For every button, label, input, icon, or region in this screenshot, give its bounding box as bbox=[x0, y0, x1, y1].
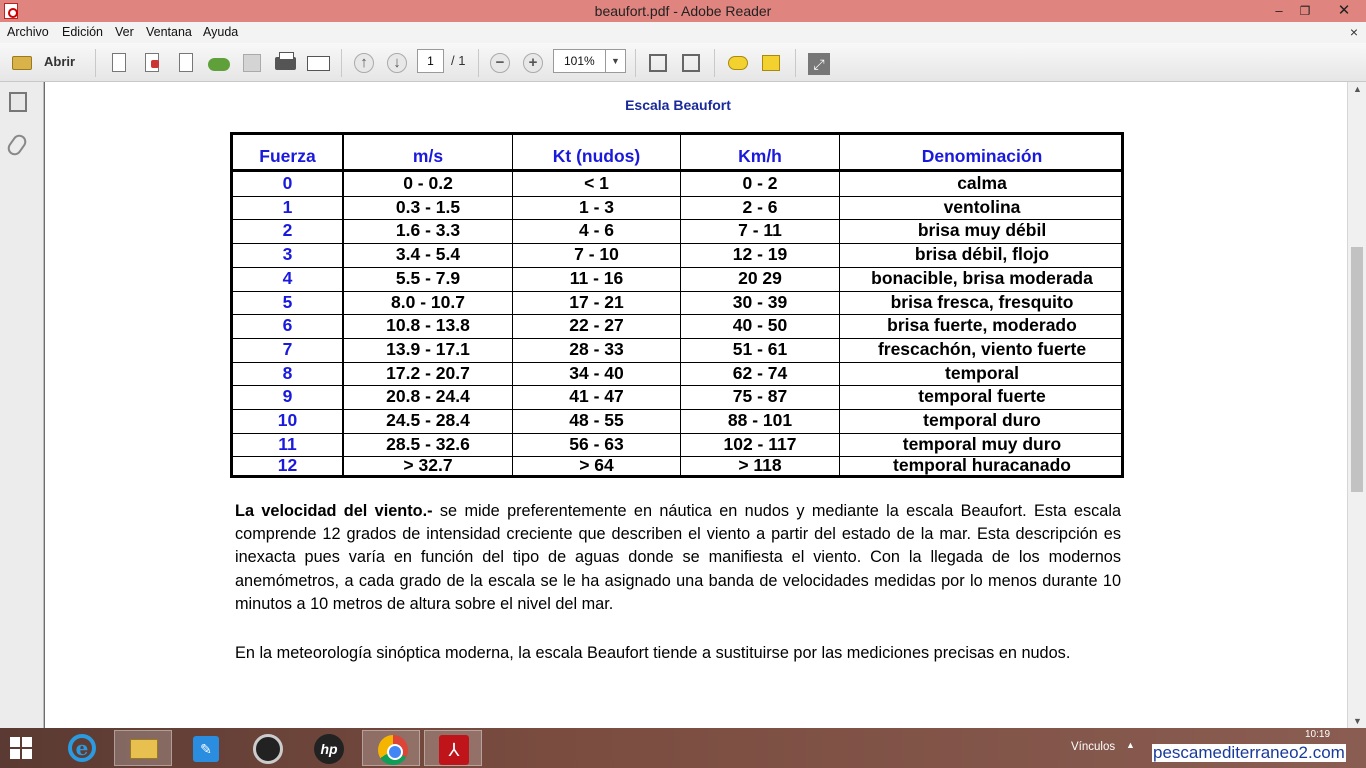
table-cell: 11 - 16 bbox=[569, 268, 624, 288]
table-cell: brisa muy débil bbox=[917, 220, 1047, 240]
table-cell: > 32.7 bbox=[403, 455, 453, 475]
table-cell: 28.5 - 32.6 bbox=[386, 434, 470, 454]
export-pdf-button[interactable] bbox=[139, 50, 165, 76]
title-bar bbox=[0, 0, 1366, 22]
force-cell: 6 bbox=[282, 315, 293, 335]
create-pdf-button[interactable] bbox=[106, 50, 132, 76]
table-cell: 1.6 - 3.3 bbox=[395, 220, 461, 240]
chevron-down-icon[interactable]: ▼ bbox=[605, 50, 625, 72]
page-total: / 1 bbox=[451, 53, 466, 68]
document-title: Escala Beaufort bbox=[625, 97, 731, 113]
paragraph-lead: La velocidad del viento.- bbox=[235, 502, 433, 520]
table-cell: 12 - 19 bbox=[732, 244, 788, 264]
table-cell: 4 - 6 bbox=[578, 220, 615, 240]
scroll-up-icon[interactable]: ▲ bbox=[1353, 84, 1362, 94]
table-cell: 30 - 39 bbox=[732, 292, 788, 312]
table-cell: 34 - 40 bbox=[569, 363, 624, 383]
edit-pdf-button[interactable] bbox=[173, 50, 199, 76]
table-cell: temporal muy duro bbox=[902, 434, 1062, 454]
table-cell: 20 29 bbox=[738, 268, 782, 288]
table-cell: 88 - 101 bbox=[727, 410, 793, 430]
table-cell: 62 - 74 bbox=[732, 363, 788, 383]
force-cell: 2 bbox=[282, 220, 293, 240]
restore-button[interactable]: ❐ bbox=[1299, 4, 1311, 18]
zoom-out-button[interactable] bbox=[487, 50, 513, 76]
comment-button[interactable] bbox=[725, 50, 751, 76]
chrome-icon bbox=[378, 735, 408, 765]
arrow-up-icon: ↑ bbox=[354, 53, 374, 73]
table-header-rule bbox=[233, 169, 1121, 172]
pdf-icon bbox=[145, 53, 159, 72]
expand-icon: ⤢ bbox=[808, 53, 830, 75]
table-cell: 20.8 - 24.4 bbox=[386, 386, 470, 406]
hp-icon: hp bbox=[314, 734, 344, 764]
comment-bubble-icon bbox=[728, 56, 748, 70]
toolbar-separator bbox=[95, 49, 96, 77]
camera-icon bbox=[253, 734, 283, 764]
table-cell: 41 - 47 bbox=[569, 386, 624, 406]
syringe-icon: ✎ bbox=[193, 736, 219, 762]
menu-ver[interactable]: Ver bbox=[115, 25, 134, 39]
table-cell: 13.9 - 17.1 bbox=[386, 339, 470, 359]
scroll-thumb[interactable] bbox=[1351, 247, 1363, 492]
document-page bbox=[45, 82, 1347, 728]
zoom-value: 101% bbox=[564, 54, 595, 68]
menu-edicion[interactable]: Edición bbox=[62, 25, 103, 39]
menu-bar bbox=[0, 22, 1366, 43]
sign-button[interactable] bbox=[758, 50, 784, 76]
force-cell: 12 bbox=[277, 455, 298, 475]
force-cell: 9 bbox=[282, 386, 293, 406]
toolbar-separator bbox=[795, 49, 796, 77]
cloud-upload-icon bbox=[208, 58, 230, 71]
table-cell: 56 - 63 bbox=[569, 434, 624, 454]
taskbar-app[interactable] bbox=[176, 730, 234, 766]
scroll-mode-button[interactable] bbox=[645, 50, 671, 76]
force-cell: 7 bbox=[282, 339, 293, 359]
scroll-down-icon[interactable]: ▼ bbox=[1353, 716, 1362, 726]
navigation-pane bbox=[0, 82, 44, 728]
table-cell: 7 - 11 bbox=[738, 220, 782, 240]
table-header-cell: m/s bbox=[412, 146, 444, 166]
paragraph-wind-speed bbox=[235, 500, 1121, 616]
menu-archivo[interactable]: Archivo bbox=[7, 25, 49, 39]
table-cell: 5.5 - 7.9 bbox=[395, 268, 461, 288]
table-cell: 1 - 3 bbox=[578, 197, 615, 217]
table-cell: 48 - 55 bbox=[569, 410, 624, 430]
page-scroll-icon bbox=[649, 54, 667, 72]
minimize-button[interactable]: ‒ bbox=[1275, 3, 1283, 18]
windows-start-icon[interactable] bbox=[10, 737, 32, 759]
table-header-cell: Denominación bbox=[921, 146, 1043, 166]
menu-ventana[interactable]: Ventana bbox=[146, 25, 192, 39]
mail-icon bbox=[307, 56, 330, 71]
table-cell: temporal duro bbox=[923, 410, 1041, 430]
page-number-input[interactable]: 1 bbox=[417, 49, 444, 73]
force-cell: 5 bbox=[282, 292, 293, 312]
plus-icon: + bbox=[523, 53, 543, 73]
zoom-select[interactable] bbox=[553, 49, 626, 73]
taskbar-camera[interactable] bbox=[238, 730, 296, 766]
table-cell: brisa fresca, fresquito bbox=[890, 292, 1074, 312]
taskbar-adobe-reader[interactable] bbox=[424, 730, 482, 766]
table-cell: 22 - 27 bbox=[569, 315, 624, 335]
force-cell: 1 bbox=[282, 197, 293, 217]
internet-explorer-icon[interactable]: e bbox=[68, 734, 96, 762]
save-icon bbox=[243, 54, 261, 72]
open-button-label[interactable]: Abrir bbox=[44, 54, 76, 69]
toolbar-separator bbox=[635, 49, 636, 77]
paragraph-body: se mide preferentemente en náutica en nudos y mediante la escala Beaufort. Esta escala comprende 12 grados de intensidad creciente que describen el viento a partir del estado de la mar. Esta descripción es inexacta pues varía en función del tipo de aguas donde se manifiesta el viento. Con la llegada de los modernos anemómetros, a cada grado de la escala se le ha asignado una banda de velocidades medidas por lo menos durante 10 minutos a 10 metros de altura sobre el nivel del mar. bbox=[235, 502, 1121, 613]
taskbar-chrome[interactable] bbox=[362, 730, 420, 766]
table-cell: 8.0 - 10.7 bbox=[391, 292, 465, 312]
printer-icon bbox=[275, 57, 296, 70]
table-header-cell: Fuerza bbox=[259, 146, 316, 166]
tray-links-label[interactable]: Vínculos bbox=[1071, 741, 1116, 753]
edit-icon bbox=[179, 53, 193, 72]
fit-page-icon bbox=[682, 54, 700, 72]
window-title: beaufort.pdf - Adobe Reader bbox=[594, 3, 772, 19]
toolbar-separator bbox=[714, 49, 715, 77]
table-cell: bonacible, brisa moderada bbox=[871, 268, 1093, 288]
table-cell: 75 - 87 bbox=[732, 386, 788, 406]
open-button[interactable] bbox=[9, 50, 35, 76]
table-cell: < 1 bbox=[584, 173, 609, 193]
arrow-down-icon: ↓ bbox=[387, 53, 407, 73]
clock[interactable]: 10:19 bbox=[1305, 729, 1331, 740]
table-cell: 102 - 117 bbox=[723, 434, 797, 454]
force-cell: 8 bbox=[282, 363, 293, 383]
table-header-cell: Kt (nudos) bbox=[552, 146, 641, 166]
save-button[interactable] bbox=[239, 50, 265, 76]
table-cell: 17 - 21 bbox=[569, 292, 624, 312]
pen-icon bbox=[762, 55, 780, 71]
tray-expand-icon[interactable]: ▲ bbox=[1126, 740, 1135, 750]
acrobat-icon: ⅄ bbox=[439, 735, 469, 765]
taskbar-hp[interactable] bbox=[300, 730, 358, 766]
table-cell: 28 - 33 bbox=[569, 339, 624, 359]
table-cell: 2 - 6 bbox=[742, 197, 778, 217]
table-cell: temporal bbox=[945, 363, 1019, 383]
close-document-button[interactable]: × bbox=[1349, 24, 1358, 40]
paragraph-meteorology: En la meteorología sinóptica moderna, la escala Beaufort tiende a sustituirse por las mediciones precisas en nudos. bbox=[235, 644, 1071, 662]
menu-ayuda[interactable]: Ayuda bbox=[203, 25, 239, 39]
table-header-cell: Km/h bbox=[738, 146, 782, 166]
force-cell: 4 bbox=[282, 268, 293, 288]
table-cell: temporal fuerte bbox=[918, 386, 1046, 406]
read-mode-button[interactable] bbox=[805, 50, 831, 76]
table-cell: > 64 bbox=[579, 455, 614, 475]
table-cell: ventolina bbox=[943, 197, 1021, 217]
force-cell: 10 bbox=[277, 410, 298, 430]
table-cell: 0 - 2 bbox=[742, 173, 778, 193]
previous-page-button[interactable] bbox=[351, 50, 377, 76]
toolbar bbox=[0, 43, 1366, 82]
toolbar-separator bbox=[341, 49, 342, 77]
force-cell: 3 bbox=[282, 244, 293, 264]
table-cell: > 118 bbox=[738, 455, 782, 475]
toolbar-separator bbox=[478, 49, 479, 77]
table-cell: brisa fuerte, moderado bbox=[887, 315, 1077, 335]
watermark-text: pescamediterraneo2.com bbox=[1153, 743, 1345, 762]
table-cell: calma bbox=[957, 173, 1007, 193]
table-cell: 51 - 61 bbox=[732, 339, 788, 359]
folder-icon bbox=[12, 56, 32, 70]
close-button[interactable]: ✕ bbox=[1337, 2, 1351, 19]
pages-icon[interactable] bbox=[9, 92, 27, 112]
email-button[interactable] bbox=[305, 50, 331, 76]
force-cell: 11 bbox=[278, 434, 297, 454]
table-cell: 3.4 - 5.4 bbox=[395, 244, 461, 264]
next-page-button[interactable] bbox=[384, 50, 410, 76]
table-cell: 10.8 - 13.8 bbox=[386, 315, 470, 335]
table-cell: 7 - 10 bbox=[574, 244, 619, 264]
fit-page-button[interactable] bbox=[678, 50, 704, 76]
table-cell: temporal huracanado bbox=[893, 455, 1071, 475]
table-cell: brisa débil, flojo bbox=[914, 244, 1050, 264]
table-cell: frescachón, viento fuerte bbox=[877, 339, 1087, 359]
table-cell: 17.2 - 20.7 bbox=[386, 363, 470, 383]
taskbar-file-explorer[interactable] bbox=[114, 730, 172, 766]
taskbar bbox=[0, 728, 1366, 768]
table-cell: 24.5 - 28.4 bbox=[386, 410, 470, 430]
table-cell: 40 - 50 bbox=[732, 315, 788, 335]
paperclip-icon[interactable] bbox=[5, 132, 29, 158]
force-cell: 0 bbox=[282, 173, 293, 193]
table-cell: 0 - 0.2 bbox=[403, 173, 453, 193]
beaufort-table bbox=[230, 132, 1124, 478]
table-cell: 0.3 - 1.5 bbox=[395, 197, 461, 217]
vertical-scrollbar[interactable] bbox=[1347, 82, 1366, 728]
upload-button[interactable] bbox=[206, 50, 232, 76]
document-icon bbox=[112, 53, 126, 72]
print-button[interactable] bbox=[272, 50, 298, 76]
zoom-in-button[interactable] bbox=[520, 50, 546, 76]
minus-icon: − bbox=[490, 53, 510, 73]
folder-icon bbox=[130, 739, 158, 759]
